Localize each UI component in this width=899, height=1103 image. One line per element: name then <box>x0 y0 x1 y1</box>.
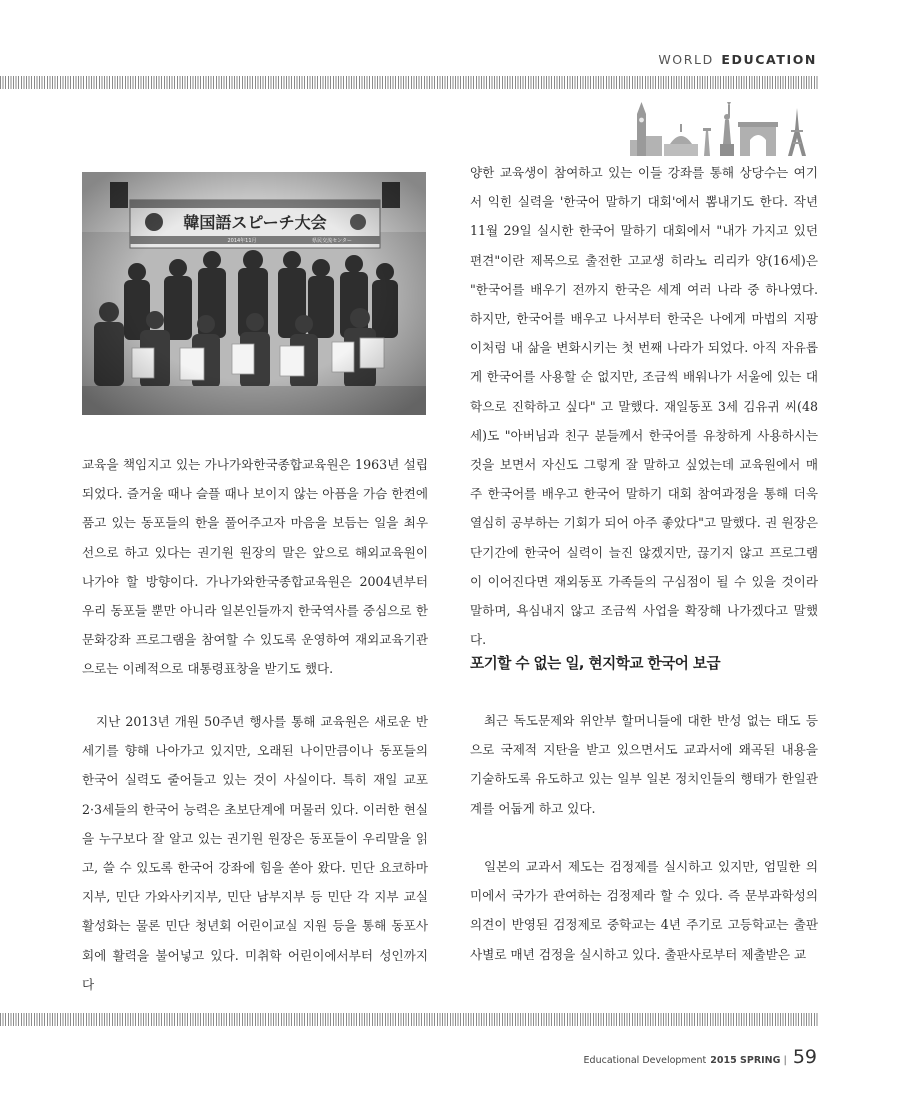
section-header-education: EDUCATION <box>721 52 817 67</box>
left-column-paragraph-2 <box>82 707 428 999</box>
paragraph-text: 일본의 교과서 제도는 검정제를 실시하고 있지만, 엄밀한 의미에서 국가가 관여하는 검정제라 할 수 있다. 즉 문부과학성의 의견이 반영된 검정제로 중학교는 4년 주기로 고등학교는 출판사별로 매년 검정을 실시하고 있다. 출판사로부터 제출받은 교 <box>470 859 818 962</box>
bottom-divider-stripe <box>0 1013 818 1026</box>
page-number: 59 <box>792 1046 817 1068</box>
footer-journal-name: Educational Development <box>583 1055 707 1066</box>
paragraph-text: 지난 2013년 개원 50주년 행사를 통해 교육원은 새로운 반세기를 향해 나아가고 있지만, 오래된 나이만큼이나 동포들의 한국어 실력도 줄어들고 있는 것이 사실이다. 특히 재일 교포 2·3세들의 한국어 능력은 초보단계에 머물러 있다. 이러한 현실을 누구보다 잘 알고 있는 권기원 원장은 동포들이 우리말을 읽고, 쓸 수 있도록 한국어 강좌에 힘을 쏟아 왔다. 민단 요코하마지부, 민단 가와사키지부, 민단 남부지부 등 민단 각 지부 교실 활성화는 물론 민단 청년회 어린이교실 지원 등을 통해 동포사회에 활력을 불어넣고 있다. 미취학 어린이에서부터 성인까지 다 <box>82 714 428 992</box>
page-footer <box>584 1046 817 1068</box>
footer-separator: | <box>783 1055 787 1066</box>
top-divider-stripe <box>0 76 818 89</box>
paragraph-text: 최근 독도문제와 위안부 할머니들에 대한 반성 없는 태도 등으로 국제적 지탄을 받고 있으면서도 교과서에 왜곡된 내용을 기술하도록 유도하고 있는 일부 일본 정치인들의 행태가 한일관계를 어둡게 하고 있다. <box>470 713 818 816</box>
speech-contest-group-photo <box>82 172 426 415</box>
section-heading: 포기할 수 없는 일, 현지학교 한국어 보급 <box>470 655 721 672</box>
landmarks-skyline-icon <box>628 100 818 156</box>
section-header-world: WORLD <box>658 52 714 67</box>
left-column-paragraph-1 <box>82 450 428 684</box>
right-column-paragraph-1 <box>470 158 818 654</box>
paragraph-text: 교육을 책임지고 있는 가나가와한국종합교육원은 1963년 설립되었다. 즐거울 때나 슬플 때나 보이지 않는 아픔을 가슴 한켠에 품고 있는 동포들의 한을 풀어주고자 마음을 보듬는 일을 최우선으로 하고 있다는 권기원 원장의 말은 앞으로 해외교육원이 나가야 할 방향이다. 가나가와한국종합교육원은 2004년부터 우리 동포들 뿐만 아니라 일본인들까지 한국역사를 중심으로 한 문화강좌 프로그램을 참여할 수 있도록 운영하여 재외교육기관으로는 이례적으로 대통령표창을 받기도 했다. <box>82 457 428 677</box>
section-header-label <box>658 52 817 67</box>
paragraph-text: 양한 교육생이 참여하고 있는 이들 강좌를 통해 상당수는 여기서 익힌 실력을 '한국어 말하기 대회'에서 뽐내기도 한다. 작년 11월 29일 실시한 한국어 말하기 대회에서 "내가 가지고 있던 편견"이란 제목으로 출전한 고교생 히라노 리리카 양(16세)은 "한국어를 배우기 전까지 한국은 세계 여러 나라 중 하나였다. 하지만, 한국어를 배우고 나서부터 한국은 나에게 마법의 지팡이처럼 내 삶을 변화시키는 첫 번째 나라가 되었다. 아직 자유롭게 한국어를 사용할 순 없지만, 조금씩 배워나가 서울에 있는 대학으로 진학하고 싶다" 고 말했다. 재일동포 3세 김유귀 씨(48세)도 "아버님과 친구 분들께서 한국어를 유창하게 사용하시는 것을 보면서 자신도 그렇게 잘 말하고 싶었는데 교육원에서 매주 한국어를 배우고 한국어 말하기 대회 참여과정을 통해 더욱 열심히 공부하는 기회가 되어 아주 좋았다"고 말했다. 권 원장은 단기간에 한국어 실력이 늘진 않겠지만, 끊기지 않고 프로그램이 이어진다면 재외동포 가족들의 구심점이 될 수 있을 것이라 말하며, 욕심내지 않고 조금씩 사업을 확장해 나가겠다고 말했다. <box>470 165 818 648</box>
right-column-paragraph-3 <box>470 852 818 969</box>
footer-issue: 2015 SPRING <box>710 1055 781 1066</box>
right-column-paragraph-2 <box>470 706 818 823</box>
